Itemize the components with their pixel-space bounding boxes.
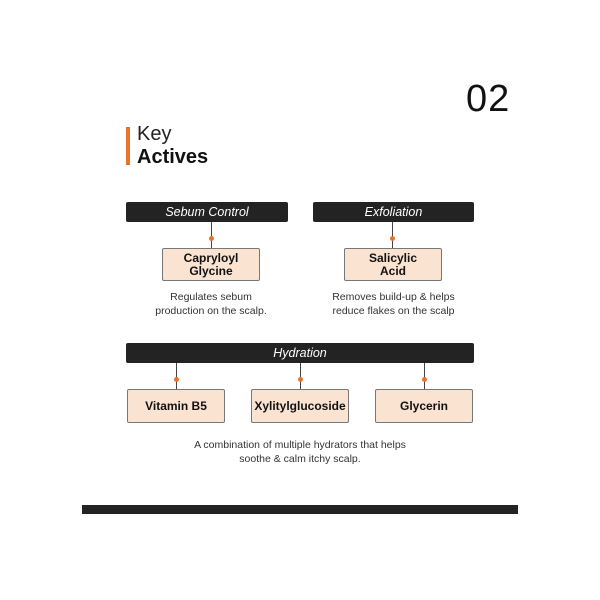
category-label-exfoliation: Exfoliation	[364, 205, 423, 219]
title-accent-bar	[126, 127, 130, 165]
ingredient-name: Glycerin	[399, 398, 449, 413]
description-line: production on the scalp.	[155, 305, 267, 317]
page-number: 02	[466, 78, 511, 120]
connector-vitamin-b5	[176, 363, 177, 389]
category-bar-sebum-control	[126, 202, 288, 222]
description-line: Regulates sebum	[170, 291, 252, 303]
category-bar-hydration	[126, 343, 474, 363]
connector-dot-vitamin-b5	[174, 377, 179, 382]
ingredient-box-xylitylglucoside	[251, 389, 349, 423]
bottom-divider	[82, 505, 518, 514]
connector-dot-glycerin	[422, 377, 427, 382]
category-bar-exfoliation	[313, 202, 474, 222]
ingredient-name-line: Salicylic	[368, 250, 418, 265]
description-line: reduce flakes on the scalp	[332, 305, 455, 317]
description-line: Removes build-up & helps	[332, 291, 455, 303]
connector-xylitylglucoside	[300, 363, 301, 389]
connector-dot-xylitylglucoside	[298, 377, 303, 382]
description-line: A combination of multiple hydrators that helps	[194, 439, 406, 451]
description-exfoliation	[313, 290, 474, 318]
ingredient-name: Vitamin B5	[145, 398, 207, 413]
connector-glycerin	[424, 363, 425, 389]
connector-dot-exfoliation	[390, 236, 395, 241]
category-label-hydration: Hydration	[273, 346, 327, 360]
connector-dot-sebum	[209, 236, 214, 241]
connector-sebum	[211, 222, 212, 248]
ingredient-box-salicylic-acid	[344, 248, 442, 281]
description-line: soothe & calm itchy scalp.	[239, 453, 361, 465]
ingredient-box-glycerin	[375, 389, 473, 423]
ingredient-name-line: Acid	[379, 263, 406, 278]
category-label-sebum-control: Sebum Control	[165, 205, 249, 219]
title-line-actives: Actives	[137, 146, 209, 168]
ingredient-name: Xylitylglucoside	[254, 398, 346, 413]
ingredient-name-line: Capryloyl	[183, 250, 239, 265]
connector-exfoliation	[392, 222, 393, 248]
description-hydration	[160, 438, 440, 466]
ingredient-box-vitamin-b5	[127, 389, 225, 423]
ingredient-box-capryloyl-glycine	[162, 248, 260, 281]
description-sebum	[131, 290, 291, 318]
ingredient-name-line: Glycine	[189, 263, 233, 278]
title-line-key: Key	[137, 123, 172, 145]
